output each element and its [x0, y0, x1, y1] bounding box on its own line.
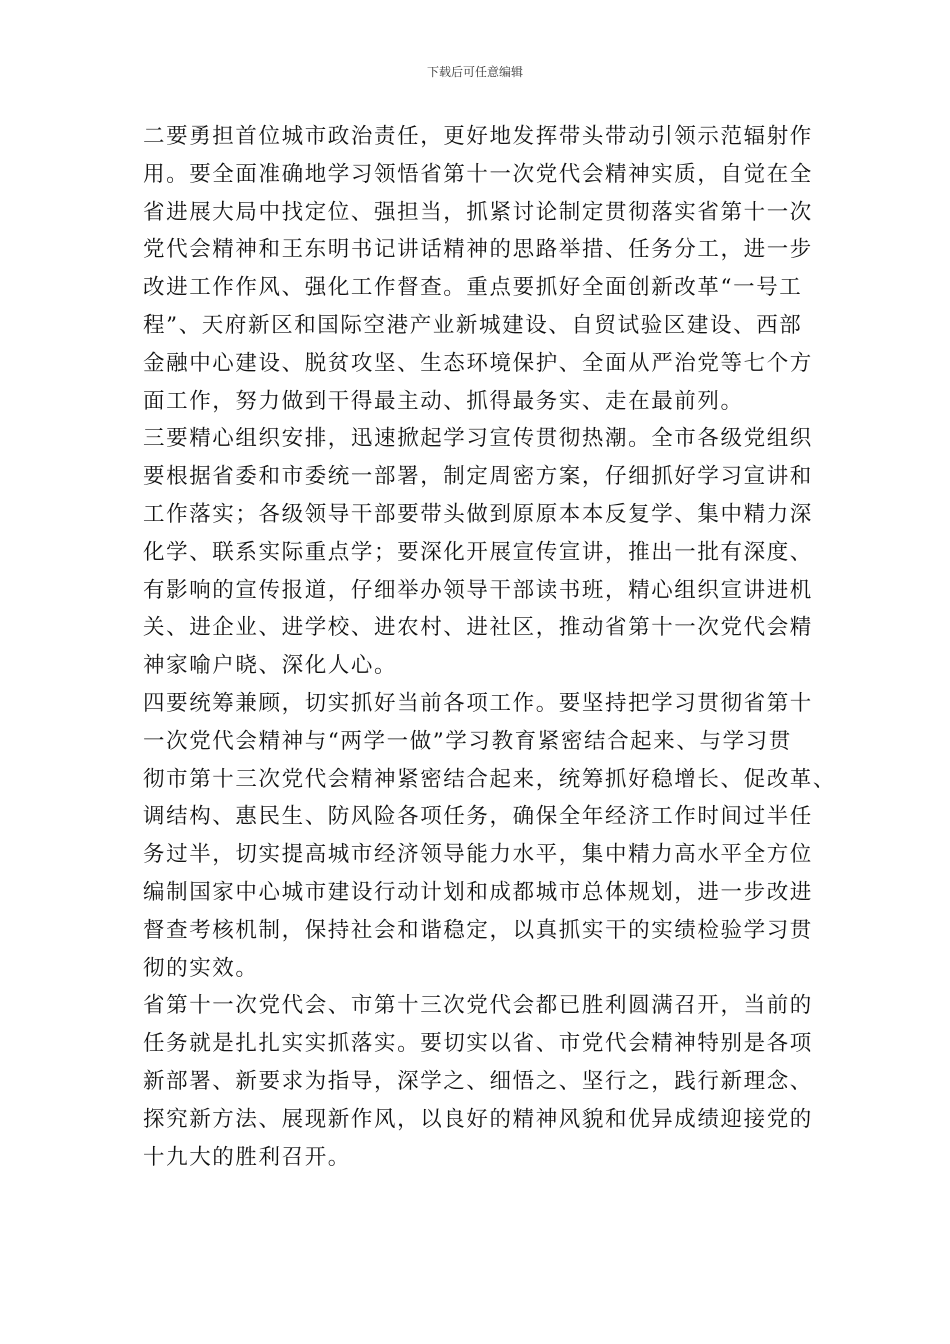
paragraph-3: [143, 420, 815, 685]
text-line: 化学、联系实际重点学；要深化开展宣传宣讲，推出一批有深度、: [143, 539, 813, 565]
text-line: 关、进企业、进学校、进农村、进社区，推动省第十一次党代会精: [143, 615, 813, 641]
document-body: [143, 118, 837, 1176]
text-line: 督查考核机制，保持社会和谐稳定，以真抓实干的实绩检验学习贯: [143, 917, 813, 943]
text-line: 神家喻户晓、深化人心。: [143, 653, 398, 679]
text-line: 金融中心建设、脱贫攻坚、生态环境保护、全面从严治党等七个方: [143, 350, 813, 376]
text-line: 改进工作作风、强化工作督查。重点要抓好全面创新改革“一号工: [143, 275, 803, 301]
text-line: 工作落实；各级领导干部要带头做到原原本本反复学、集中精力深: [143, 501, 813, 527]
text-line: 调结构、惠民生、防风险各项任务，确保全年经济工作时间过半任: [143, 804, 813, 830]
paragraph-2: [143, 118, 815, 420]
text-line: 编制国家中心城市建设行动计划和成都城市总体规划，进一步改进: [143, 879, 813, 905]
text-line: 十九大的胜利召开。: [143, 1144, 351, 1170]
text-line: 探究新方法、展现新作风，以良好的精神风貌和优异成绩迎接党的: [143, 1106, 813, 1132]
text-line: 党代会精神和王东明书记讲话精神的思路举措、任务分工，进一步: [143, 237, 813, 263]
text-line: 彻的实效。: [143, 955, 259, 981]
text-line: 要根据省委和市委统一部署，制定周密方案，仔细抓好学习宣讲和: [143, 464, 813, 490]
text-line: 省进展大局中找定位、强担当，抓紧讨论制定贯彻落实省第十一次: [143, 199, 813, 225]
text-line: 有影响的宣传报道，仔细举办领导干部读书班，精心组织宣讲进机: [143, 577, 813, 603]
text-line: 一次党代会精神与“两学一做”学习教育紧密结合起来、与学习贯: [143, 728, 792, 754]
text-line: 省第十一次党代会、市第十三次党代会都已胜利圆满召开，当前的: [143, 993, 813, 1019]
text-line: 二要勇担首位城市政治责任，更好地发挥带头带动引领示范辐射作: [143, 124, 813, 149]
text-line: 新部署、新要求为指导，深学之、细悟之、坚行之，践行新理念、: [143, 1068, 813, 1094]
text-line: 四要统筹兼顾，切实抓好当前各项工作。要坚持把学习贯彻省第十: [143, 690, 813, 716]
page-header-note: 下载后可任意编辑: [426, 65, 523, 79]
paragraph-conclusion: [143, 987, 815, 1176]
text-line: 程”、天府新区和国际空港产业新城建设、自贸试验区建设、西部: [143, 312, 803, 338]
text-line: 彻市第十三次党代会精神紧密结合起来，统筹抓好稳增长、促改革、: [143, 766, 837, 792]
text-line: 务过半，切实提高城市经济领导能力水平，集中精力高水平全方位: [143, 842, 813, 868]
paragraph-4: [143, 685, 837, 987]
text-line: 三要精心组织安排，迅速掀起学习宣传贯彻热潮。全市各级党组织: [143, 426, 813, 452]
text-line: 用。要全面准确地学习领悟省第十一次党代会精神实质，自觉在全: [143, 161, 813, 187]
text-line: 面工作，努力做到干得最主动、抓得最务实、走在最前列。: [143, 388, 744, 414]
text-line: 任务就是扎扎实实抓落实。要切实以省、市党代会精神特别是各项: [143, 1031, 813, 1057]
